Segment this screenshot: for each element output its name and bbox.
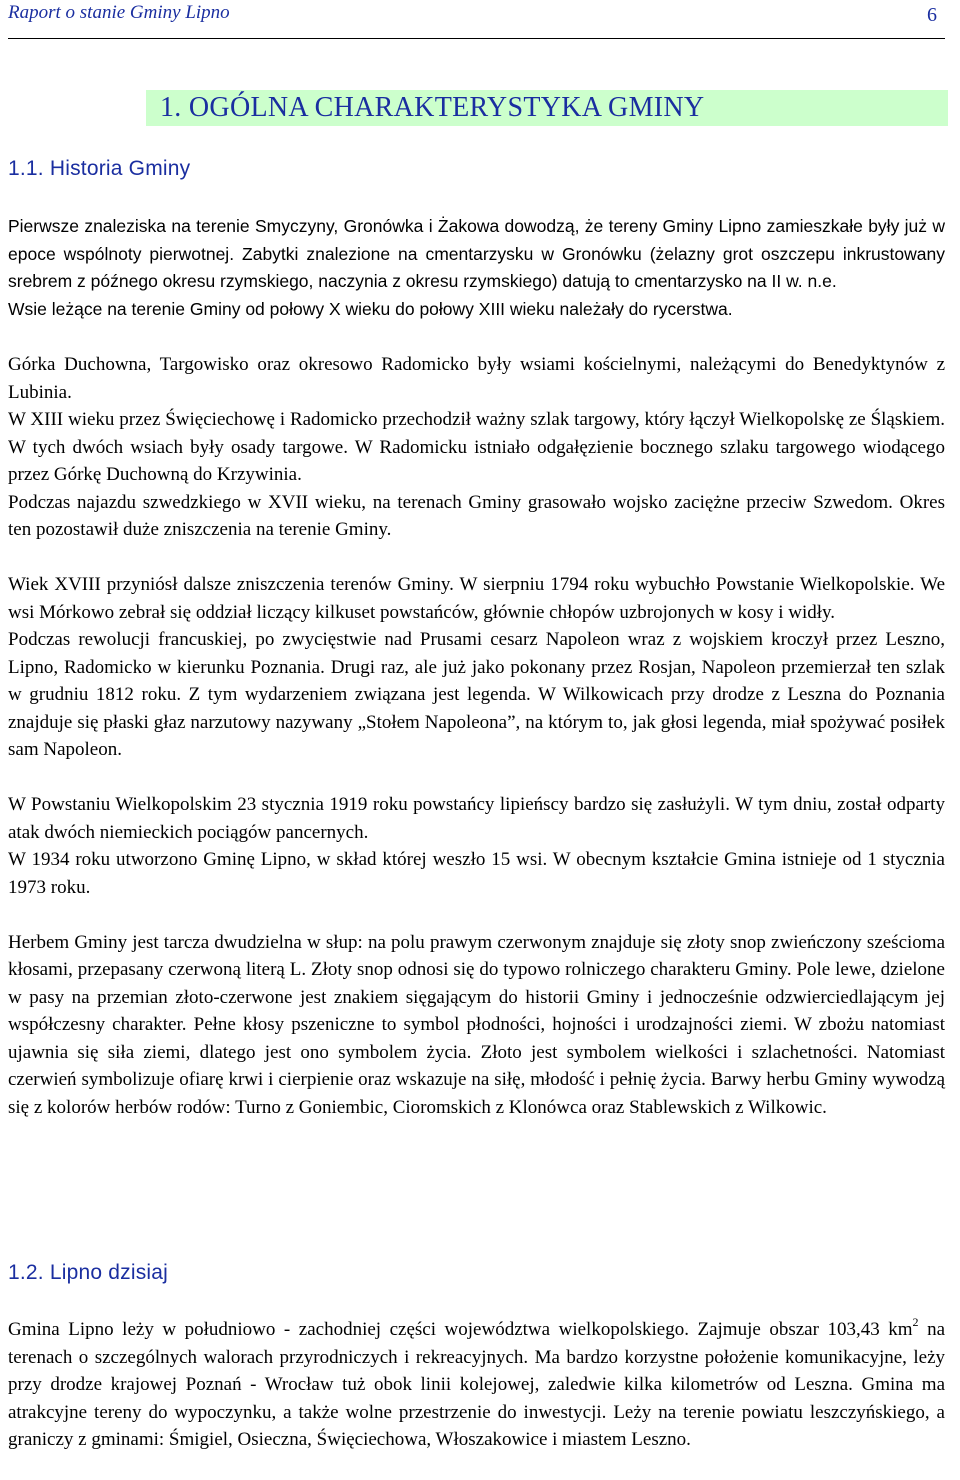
paragraph: W XIII wieku przez Święciechowę i Radomicko przechodził ważny szlak targowy, który łączył Wielkopolskę ze Śląskiem. W tych dwóch wsiach były osady targowe. W Radomicku istniało odgałęzienie bocznego szlaku targowego wiodącego przez Górkę Duchowną do Krzywinia.	[8, 409, 945, 485]
paragraph: Herbem Gminy jest tarcza dwudzielna w słup: na polu prawym czerwonym znajduje się złoty snop zwieńczony sześcioma kłosami, przepasany czerwoną literą L. Złoty snop odnosi się do typowo rolniczego charakteru Gminy. Pole lewe, dzielone w pasy na przemian złoto-czerwone jest znakiem sięgającym do historii Gminy i jednocześnie odzwierciedlającym jej współczesny charakter. Pełne kłosy pszeniczne to symbol płodności, hojności i urodzajności ziemi. W zbożu natomiast ujawnia się siła ziemi, dlatego jest ono symbolem życia. Złoto jest symbolem wielkości i szlachetności. Natomiast czerwień symbolizuje ofiarę krwi i cierpienie oraz wskazuje na siłę, młodość i pełnię życia. Barwy herbu Gminy wywodzą się z kolorów herbów rodów: Turno z Goniembic, Cioromskich z Klonówca oraz Stablewskich z Wilkowic.	[8, 931, 945, 1118]
paragraph: W Powstaniu Wielkopolskim 23 stycznia 1919 roku powstańcy lipieńscy bardzo się zasłużyli. W tym dniu, został odparty atak dwóch niemieckich pociągów pancernych.	[8, 794, 945, 843]
superscript: 2	[912, 1314, 919, 1329]
paragraph	[8, 1316, 945, 1454]
section-heading-history: 1.1. Historia Gminy	[8, 157, 191, 180]
paragraph-part: na terenach o szczególnych walorach przyrodniczych i rekreacyjnych. Ma bardzo korzystne położenie komunikacyjne, leży przy drodze krajowej Poznań - Wrocław tuż obok linii kolejowej, zaledwie kilka kilometrów od Leszna. Gmina ma atrakcyjne tereny do wypoczynku, a także wolne przestrzenie do inwestycji. Leży na terenie powiatu leszczyńskiego, a graniczy z gminami: Śmigiel, Osieczna, Święciechowa, Włoszakowice i miastem Leszno.	[8, 1319, 946, 1450]
page-header	[8, 0, 945, 39]
history-paragraph-group-2	[8, 351, 945, 1121]
paragraph: Górka Duchowna, Targowisko oraz okresowo Radomicko były wsiami kościelnymi, należącymi do Benedyktynów z Lubinia.	[8, 354, 945, 403]
paragraph: Wiek XVIII przyniósł dalsze zniszczenia terenów Gminy. W sierpniu 1794 roku wybuchło Powstanie Wielkopolskie. We wsi Mórkowo zebrał się oddział liczący kilkuset powstańców, głównie chłopów uzbrojonych w kosy i widły.	[8, 574, 945, 623]
paragraph	[8, 213, 945, 296]
paragraph: Podczas najazdu szwedzkiego w XVII wieku, na terenach Gminy grasowało wojsko zaciężne przeciw Szwedom. Okres ten pozostawił duże zniszczenia na terenie Gminy.	[8, 491, 945, 540]
header-title: Raport o stanie Gminy Lipno	[8, 2, 230, 23]
chapter-heading-box	[146, 90, 948, 126]
paragraph: W 1934 roku utworzono Gminę Lipno, w skład której weszło 15 wsi. W obecnym kształcie Gmina istnieje od 1 stycznia 1973 roku.	[8, 849, 945, 898]
paragraph-part: Pierwsze znaleziska na terenie Smyczyny, Gronówka i Żakowa dowodzą, że tereny Gminy Lipno zamieszkałe były już w epoce wspólnoty pierwotnej.	[8, 216, 945, 264]
today-paragraph-group	[8, 1316, 945, 1454]
paragraph: Podczas rewolucji francuskiej, po zwycięstwie nad Prusami cesarz Napoleon wraz z wojskiem kroczył przez Leszno, Lipno, Radomicko w kierunku Poznania. Drugi raz, ale już jako pokonany przez Rosjan, Napoleon przemierzał ten szlak w grudniu 1812 roku. Z tym wydarzeniem związana jest legenda. W Wilkowicach przy drodze z Leszna do Poznania znajduje się płaski głaz narzutowy nazywany „Stołem Napoleona”, na którym to, jak głosi legenda, miał spożywać posiłek sam Napoleon.	[8, 629, 945, 760]
history-paragraph-group-1	[8, 213, 945, 323]
page-number: 6	[927, 4, 937, 26]
section-heading-today: 1.2. Lipno dzisiaj	[8, 1261, 169, 1284]
chapter-heading: 1. OGÓLNA CHARAKTERYSTYKA GMINY	[160, 92, 705, 123]
paragraph: Wsie leżące na terenie Gminy od połowy X wieku do połowy XIII wieku należały do rycerstwa.	[8, 298, 733, 319]
paragraph-part: Gmina Lipno leży w południowo - zachodniej części województwa wielkopolskiego. Zajmuje obszar 103,43 km	[8, 1319, 913, 1340]
paragraph-part: Zabytki znalezione na cmentarzysku w Gronówku (żelazny grot oszczepu inkrustowany srebrem z późnego okresu rzymskiego, naczynia z okresu rzymskiego) datują to cmentarzysko na II w. n.e.	[8, 243, 945, 291]
